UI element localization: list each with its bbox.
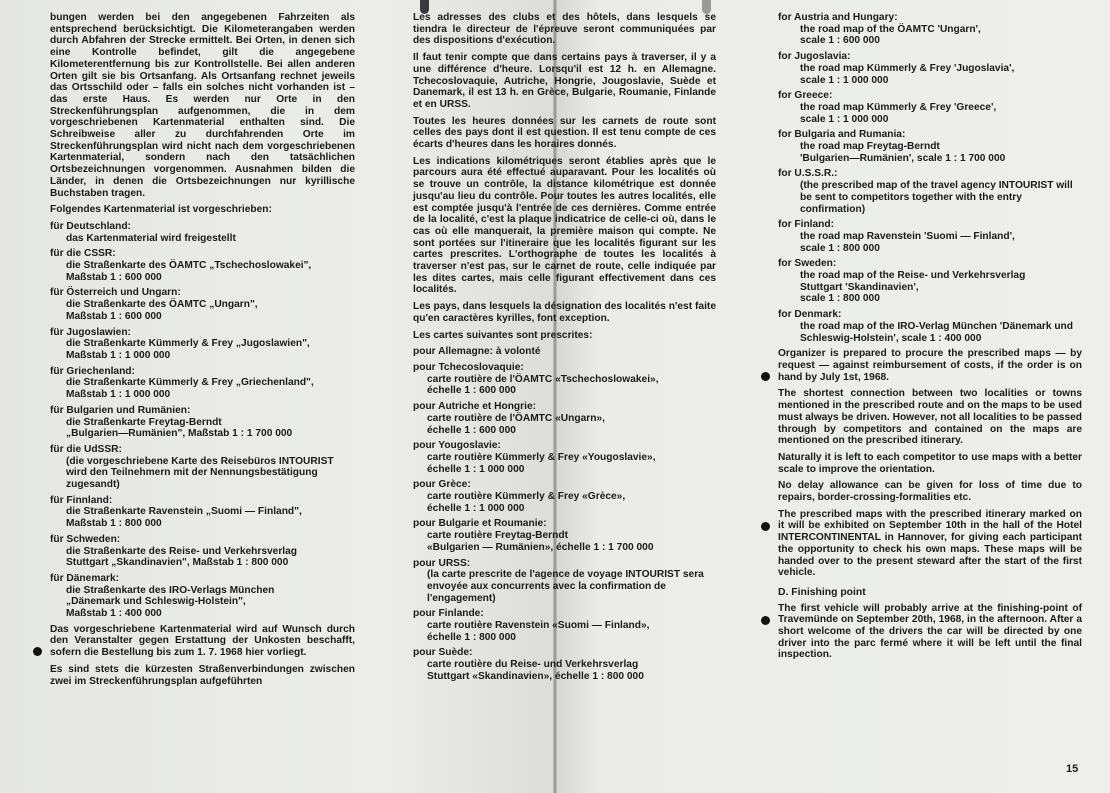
bullet-icon: [33, 647, 42, 656]
map-entry-description: die Straßenkarte des IRO-Verlags München „Dänemark und Schleswig-Holstein", Maßstab 1 : 400 000: [66, 584, 275, 620]
map-entry-description: the road map of the IRO-Verlag München 'Dänemark und Schleswig-Holstein', scale 1 : 400 000: [800, 320, 1073, 344]
map-entry: [413, 479, 716, 514]
map-entry-description: carte routière Ravenstein «Suomi — Finland», échelle 1 : 800 000: [427, 620, 650, 643]
map-entry: [778, 129, 1082, 164]
map-list-french: [413, 346, 716, 682]
section-heading-finishing: D. Finishing point: [778, 586, 866, 598]
map-entry-description: the road map Ravenstein 'Suomi — Finland', scale 1 : 800 000: [800, 230, 1015, 254]
paragraph-lead: Folgendes Kartenmaterial ist vorgeschrieben:: [50, 204, 272, 216]
map-entry-country: pour Tchecoslovaquie:: [413, 361, 524, 373]
map-entry-description: the road map of the Reise- und Verkehrsverlag Stuttgart 'Skandinavien', scale 1 : 800 000: [800, 270, 1026, 305]
map-entry-description: the road map Kümmerly & Frey 'Greece', scale 1 : 1 000 000: [800, 101, 997, 125]
map-entry: [50, 327, 355, 362]
map-entry: [50, 287, 355, 322]
bullet-icon: [761, 522, 770, 531]
map-entry-country: pour Suède:: [413, 647, 473, 659]
paragraph-addresses: Les adresses des clubs et des hôtels, dans lesquels se tiendra le directeur de l'épreuve seront communiquées par des dispositions d'exécution.: [413, 12, 716, 47]
map-entry-country: pour URSS:: [413, 557, 471, 569]
map-entry-country: für Griechenland:: [50, 365, 135, 377]
paragraph-lead: Les cartes suivantes sont prescrites:: [413, 329, 593, 341]
map-entry: [413, 518, 716, 553]
map-entry-country: pour Allemagne: à volonté: [413, 346, 541, 358]
map-entry-description: carte routière Freytag-Berndt «Bulgarien — Rumänien», échelle 1 : 1 700 000: [427, 530, 654, 553]
map-entry-description: das Kartenmaterial wird freigestellt: [66, 232, 236, 244]
map-entry-country: for Sweden:: [778, 258, 837, 270]
map-entry: [50, 573, 355, 620]
bullet-paragraph-order: [50, 624, 355, 659]
map-entry-country: pour Bulgarie et Roumanie:: [413, 518, 547, 530]
paragraph-shortest: Es sind stets die kürzesten Straßenverbindungen zwischen zwei im Streckenführungsplan aufgeführten: [50, 663, 355, 687]
paragraph-better-scale: Naturally it is left to each competitor to use maps with a better scale to improve the orientation.: [778, 451, 1082, 475]
map-entry-country: for Denmark:: [778, 309, 842, 321]
map-entry-country: for Jugoslavia:: [778, 51, 851, 63]
map-entry: [50, 405, 355, 440]
map-entry-country: für die CSSR:: [50, 248, 116, 260]
map-entry-description: die Straßenkarte Kümmerly & Frey „Jugoslawien", Maßstab 1 : 1 000 000: [66, 338, 310, 361]
map-entry-country: for Greece:: [778, 90, 833, 102]
map-entry: [778, 219, 1082, 254]
paragraph-organizer: Organizer is prepared to procure the prescribed maps — by request — against reimbursement of costs, if the order is on hand by July 1st, 1968.: [778, 348, 1082, 383]
map-entry-description: carte routière du Reise- und Verkehrsverlag Stuttgart «Skandinavien», échelle 1 : 800 000: [427, 659, 644, 682]
map-entry: [413, 362, 716, 397]
map-entry-country: pour Grèce:: [413, 479, 471, 491]
bullet-paragraph-exhibit: [778, 509, 1082, 579]
map-entry: [778, 309, 1082, 344]
paragraph-delay: No delay allowance can be given for loss of time due to repairs, border-crossing-formalities etc.: [778, 480, 1082, 504]
paragraph-exception: Les pays, dans lesquels la désignation des localités n'est faite qu'en caractères kyrilles, font exception.: [413, 301, 716, 324]
map-entry-description: (la carte prescrite de l'agence de voyage INTOURIST sera envoyée aux concurrents avec la confirmation de l'engagement): [427, 569, 704, 604]
map-entry-country: for Bulgaria and Rumania:: [778, 129, 906, 141]
map-entry: [50, 366, 355, 401]
page-number: 15: [1066, 763, 1079, 775]
bullet-paragraph-finish: [778, 603, 1082, 662]
map-entry: [413, 647, 716, 682]
map-entry: [778, 168, 1082, 215]
paragraph-finish: The first vehicle will probably arrive at the finishing-point of Travemünde on September 20th, 1968, in the afternoon. After a short welcome of the drivers the car will be directed by one driver into the parc fermé where it will be left until the final inspection.: [778, 602, 1082, 661]
map-entry-country: für Finnland:: [50, 494, 113, 506]
map-entry-country: pour Yougoslavie:: [413, 440, 501, 452]
map-entry: [413, 401, 716, 436]
map-entry: [50, 221, 355, 244]
map-entry-country: for Finland:: [778, 219, 835, 231]
map-entry-description: die Straßenkarte des ÖAMTC „Tschechoslowakei", Maßstab 1 : 600 000: [66, 260, 312, 283]
map-entry-description: die Straßenkarte des Reise- und Verkehrsverlag Stuttgart „Skandinavien", Maßstab 1 : 800 000: [66, 545, 298, 569]
paragraph-shortest-connection: The shortest connection between two localities or towns mentioned in the prescribed route and on the maps to be used must always be driven. However, not all localities to be passed through by competitors and contained on the maps are mentioned on the prescribed itinerary.: [778, 388, 1082, 447]
paragraph-kilometres: Les indications kilométriques seront établies après que le parcours aura été effectué auparavant. Pour les localités où se trouve un contrôle, la distance kilométrique est donnée jusqu'au lieu du contrôle. Pour toutes les autres localités, elle est comptée jusqu'à l'entrée de ces dernières. Comme entrée de la localité, c'est la plaque indicatrice de celle-ci où, dans le cas où elle manquerait, la première maison qui compte. Ne sont portées sur l'itineraire que les localités figurant sur les cartes prescrites. L'orthographe de toutes les localités à traverser n'est pas, sur le carnet de route, celle indiquée par les dites cartes, mais celle figurant effectivement dans ces localités.: [413, 155, 716, 296]
map-list-german: [50, 221, 355, 620]
map-entry-country: für Dänemark:: [50, 572, 120, 584]
paragraph-intro: bungen werden bei den angegebenen Fahrzeiten als entsprechend berücksichtigt. Die Kilometerangaben werden durch Abfahren der Strecke ermittelt. Bei Orten, in denen sich eine Kontrolle befindet, gilt die angegebene Kilometerentfernung bis zur Kontrollstelle. Bei allen anderen Orten gilt sie bis Ortsanfang. Als Ortsanfang rechnet jeweils das Ortsschild oder – falls ein solches nicht vorhanden ist – das erste Haus. Es werden nur Orte in den Streckenführungsplan aufgenommen, die in dem vorgeschriebenen Kartenmaterial enthalten sind. Die Schreibweise aller zu durchfahrenden Orte im Streckenführungsplan wird nicht nach dem vorgeschriebenen Kartenmaterial, sondern nach den tatsächlichen Ortsbezeichnungen vorgenommen. Ausnahmen bilden die Länder, in denen die Ortsbezeichnungen nur kyrillische Buchstaben tragen.: [50, 12, 355, 199]
map-entry-description: carte routière Kümmerly & Frey «Yougoslavie», échelle 1 : 1 000 000: [427, 451, 656, 475]
map-entry-description: (die vorgeschriebene Karte des Reisebüros INTOURIST wird den Teilnehmern mit der Nennungsbestätigung zugesandt): [66, 455, 334, 491]
map-entry: [50, 248, 355, 283]
map-entry: [413, 558, 716, 605]
map-entry: [778, 258, 1082, 305]
map-entry-country: for U.S.S.R.:: [778, 168, 838, 180]
paragraph-order: Das vorgeschriebene Kartenmaterial wird auf Wunsch durch den Veranstalter gegen Erstattung der Unkosten beschafft, sofern die Bestellung bis zum 1. 7. 1968 hier vorliegt.: [50, 623, 355, 659]
map-entry-description: the road map Kümmerly & Frey 'Jugoslavia', scale 1 : 1 000 000: [800, 62, 1015, 86]
paragraph-time-difference: Il faut tenir compte que dans certains pays à traverser, il y a une différence d'heure. Lorsqu'il est 12 h. en Allemagne. Tchecoslovaquie, Autriche, Hongrie, Jougoslavie, Suède et Danemark, il est 13 h. en Grèce, Bulgarie, Roumanie, Finlande et en URSS.: [413, 52, 716, 110]
paragraph-hours: Toutes les heures données sur les carnets de route sont celles des pays dont il est question. Il est tenu compte de ces écarts d'heures dans les horaires donnés.: [413, 115, 716, 151]
map-entry-country: für die UdSSR:: [50, 443, 122, 455]
column-english: [778, 12, 1082, 666]
map-entry-description: die Straßenkarte Freytag-Berndt „Bulgarien—Rumänien", Maßstab 1 : 1 700 000: [66, 416, 293, 440]
map-entry-description: die Straßenkarte Kümmerly & Frey „Griechenland", Maßstab 1 : 1 000 000: [66, 377, 314, 401]
map-entry-country: für Jugoslawien:: [50, 326, 131, 338]
map-entry: [413, 346, 716, 358]
map-entry-country: for Austria and Hungary:: [778, 12, 898, 23]
map-entry: [778, 12, 1082, 47]
map-entry: [50, 495, 355, 530]
map-entry-description: the road map Freytag-Berndt 'Bulgarien—Rumänien', scale 1 : 1 700 000: [800, 141, 1006, 164]
map-entry: [413, 440, 716, 475]
map-entry-country: für Österreich und Ungarn:: [50, 287, 181, 299]
map-entry-description: carte routière de l'ÖAMTC «Tschechoslowakei», échelle 1 : 600 000: [427, 373, 659, 397]
column-german: [50, 12, 355, 692]
map-entry-description: die Straßenkarte Ravenstein „Suomi — Finland", Maßstab 1 : 800 000: [66, 506, 302, 530]
map-entry-description: the road map of the ÖAMTC 'Ungarn', scale 1 : 600 000: [800, 23, 981, 47]
map-entry: [50, 534, 355, 569]
paragraph-exhibit: The prescribed maps with the prescribed itinerary marked on it will be exhibited on September 10th in the hall of the Hotel INTERCONTINENTAL in Hannover, for giving each participant the opportunity to check his own maps. These maps will be handed over to the present steward after the start of the first vehicle.: [778, 508, 1082, 579]
map-entry: [413, 608, 716, 643]
map-entry-country: pour Autriche et Hongrie:: [413, 401, 537, 413]
map-entry-country: für Deutschland:: [50, 220, 131, 232]
map-entry-country: für Bulgarien und Rumänien:: [50, 404, 191, 416]
bullet-paragraph-organizer: [778, 348, 1082, 383]
map-entry: [778, 90, 1082, 125]
map-entry-country: pour Finlande:: [413, 608, 484, 620]
map-entry-description: carte routière Kümmerly & Frey «Grèce», échelle 1 : 1 000 000: [427, 491, 626, 514]
bullet-icon: [761, 616, 770, 625]
map-entry-description: die Straßenkarte des ÖAMTC „Ungarn", Maßstab 1 : 600 000: [66, 299, 258, 322]
map-entry: [778, 51, 1082, 86]
map-list-english: [778, 12, 1082, 344]
map-entry: [50, 444, 355, 491]
map-entry-country: für Schweden:: [50, 533, 121, 545]
map-entry-description: carte routière de l'ÖAMTC «Ungarn», échelle 1 : 600 000: [427, 412, 605, 436]
column-french: [413, 12, 716, 687]
map-entry-description: (the prescribed map of the travel agency INTOURIST will be sent to competitors together with the entry confirmation): [800, 180, 1073, 215]
